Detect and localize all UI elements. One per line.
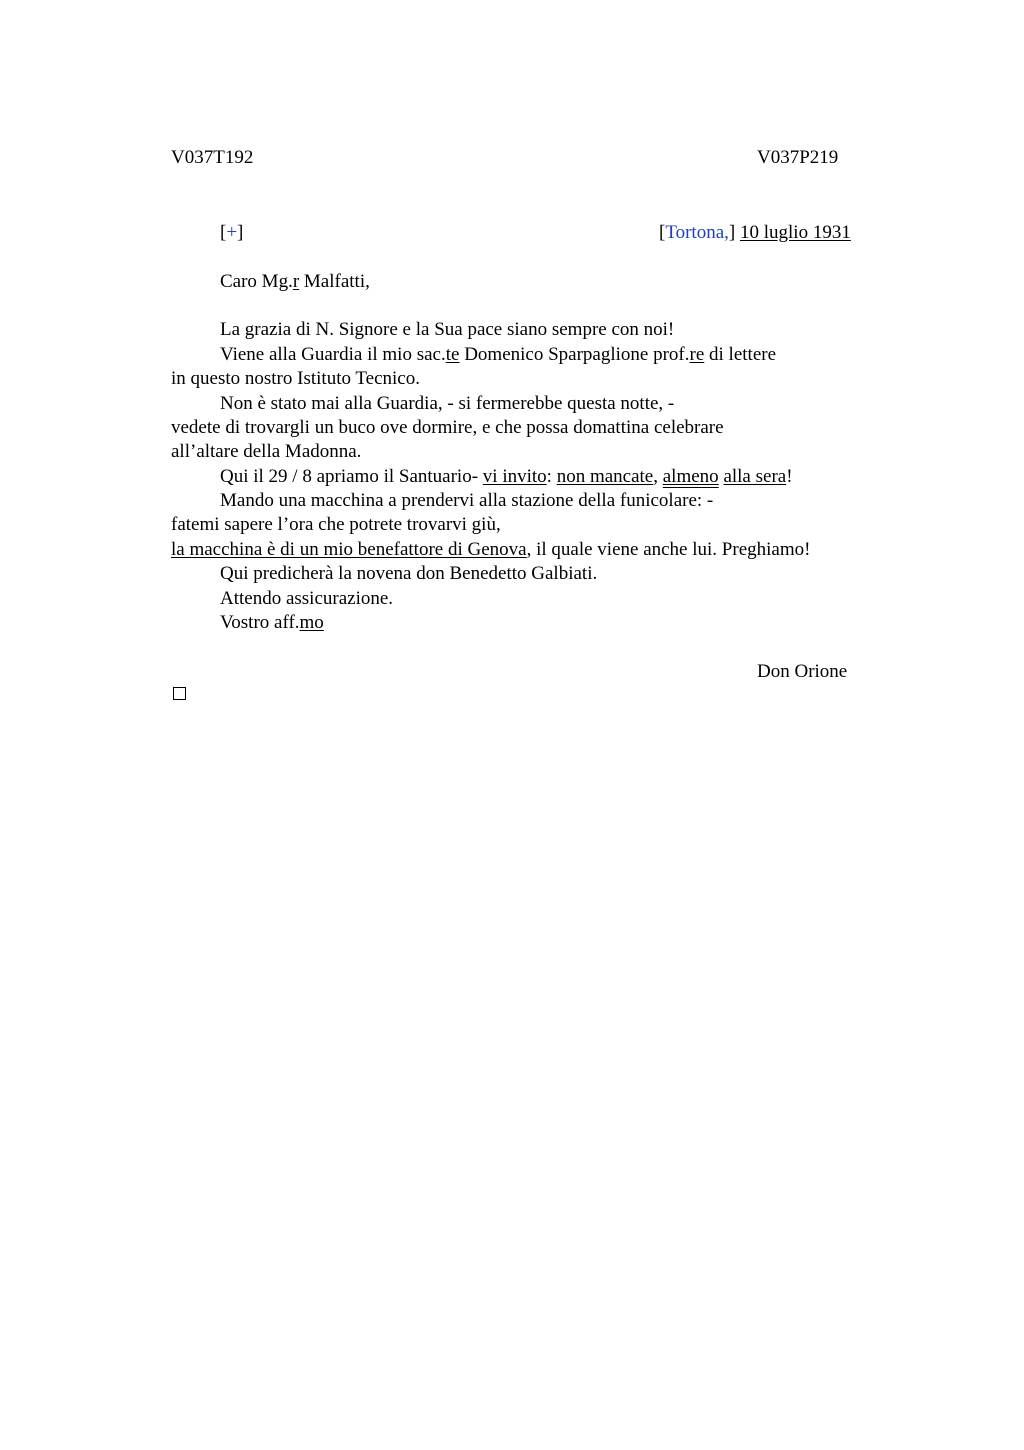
emphasis-underlined: alla sera bbox=[723, 466, 787, 487]
body-line bbox=[220, 465, 793, 489]
bracket-close: ] bbox=[237, 222, 244, 243]
body-line: fatemi sapere l’ora che potrete trovarvi giù, bbox=[171, 514, 501, 535]
body-line: vedete di trovargli un buco ove dormire, e che possa domattina celebrare bbox=[171, 417, 724, 438]
body-line bbox=[220, 343, 776, 367]
bracket-close: ] bbox=[728, 222, 736, 243]
cross-mark bbox=[220, 221, 243, 245]
salutation-abbrev: r bbox=[292, 271, 300, 292]
text-run: Viene alla Guardia il mio sac. bbox=[220, 344, 446, 365]
emphasis-underlined: la macchina è di un mio benefattore di Genova bbox=[171, 539, 527, 560]
text-run: : bbox=[546, 466, 557, 487]
salutation-prefix: Caro Mg. bbox=[220, 271, 293, 292]
emphasis-underlined: non mancate bbox=[556, 466, 654, 487]
text-run: ! bbox=[786, 466, 793, 487]
volume-code-left: V037T192 bbox=[171, 147, 254, 168]
body-line bbox=[171, 538, 810, 562]
page-code-right: V037P219 bbox=[757, 147, 839, 168]
body-line: Mando una macchina a prendervi alla stazione della funicolare: - bbox=[220, 490, 714, 511]
emphasis-underlined: vi invito bbox=[482, 466, 547, 487]
bracket-open: [ bbox=[220, 222, 227, 243]
text-run: di lettere bbox=[704, 344, 777, 365]
place-link[interactable]: Tortona, bbox=[665, 222, 729, 243]
abbrev-underlined: te bbox=[445, 344, 460, 365]
body-line: La grazia di N. Signore e la Sua pace siano sempre con noi! bbox=[220, 319, 675, 340]
bracket-open: [ bbox=[659, 222, 666, 243]
body-line: in questo nostro Istituto Tecnico. bbox=[171, 368, 420, 389]
text-run: , il quale viene anche lui. Preghiamo! bbox=[526, 539, 811, 560]
place-date bbox=[659, 221, 851, 245]
emphasis-double-underlined: almeno bbox=[662, 466, 719, 487]
abbrev-underlined: mo bbox=[299, 612, 324, 633]
abbrev-underlined: re bbox=[689, 344, 705, 365]
closing-line bbox=[220, 611, 324, 635]
text-run: Domenico Sparpaglione prof. bbox=[459, 344, 690, 365]
cross-link[interactable]: + bbox=[226, 222, 238, 243]
body-line: Attendo assicurazione. bbox=[220, 588, 394, 609]
salutation-name: Malfatti, bbox=[299, 271, 370, 292]
salutation bbox=[220, 270, 370, 294]
end-marker-square-icon bbox=[173, 687, 186, 700]
text-run: Qui il 29 / 8 apriamo il Santuario- bbox=[220, 466, 483, 487]
signature: Don Orione bbox=[757, 661, 848, 682]
body-line: all’altare della Madonna. bbox=[171, 441, 362, 462]
text-run: Vostro aff. bbox=[220, 612, 300, 633]
letter-date: 10 luglio 1931 bbox=[739, 222, 851, 243]
text-run: , bbox=[653, 466, 663, 487]
body-line: Non è stato mai alla Guardia, - si fermerebbe questa notte, - bbox=[220, 393, 675, 414]
body-line: Qui predicherà la novena don Benedetto Galbiati. bbox=[220, 563, 598, 584]
